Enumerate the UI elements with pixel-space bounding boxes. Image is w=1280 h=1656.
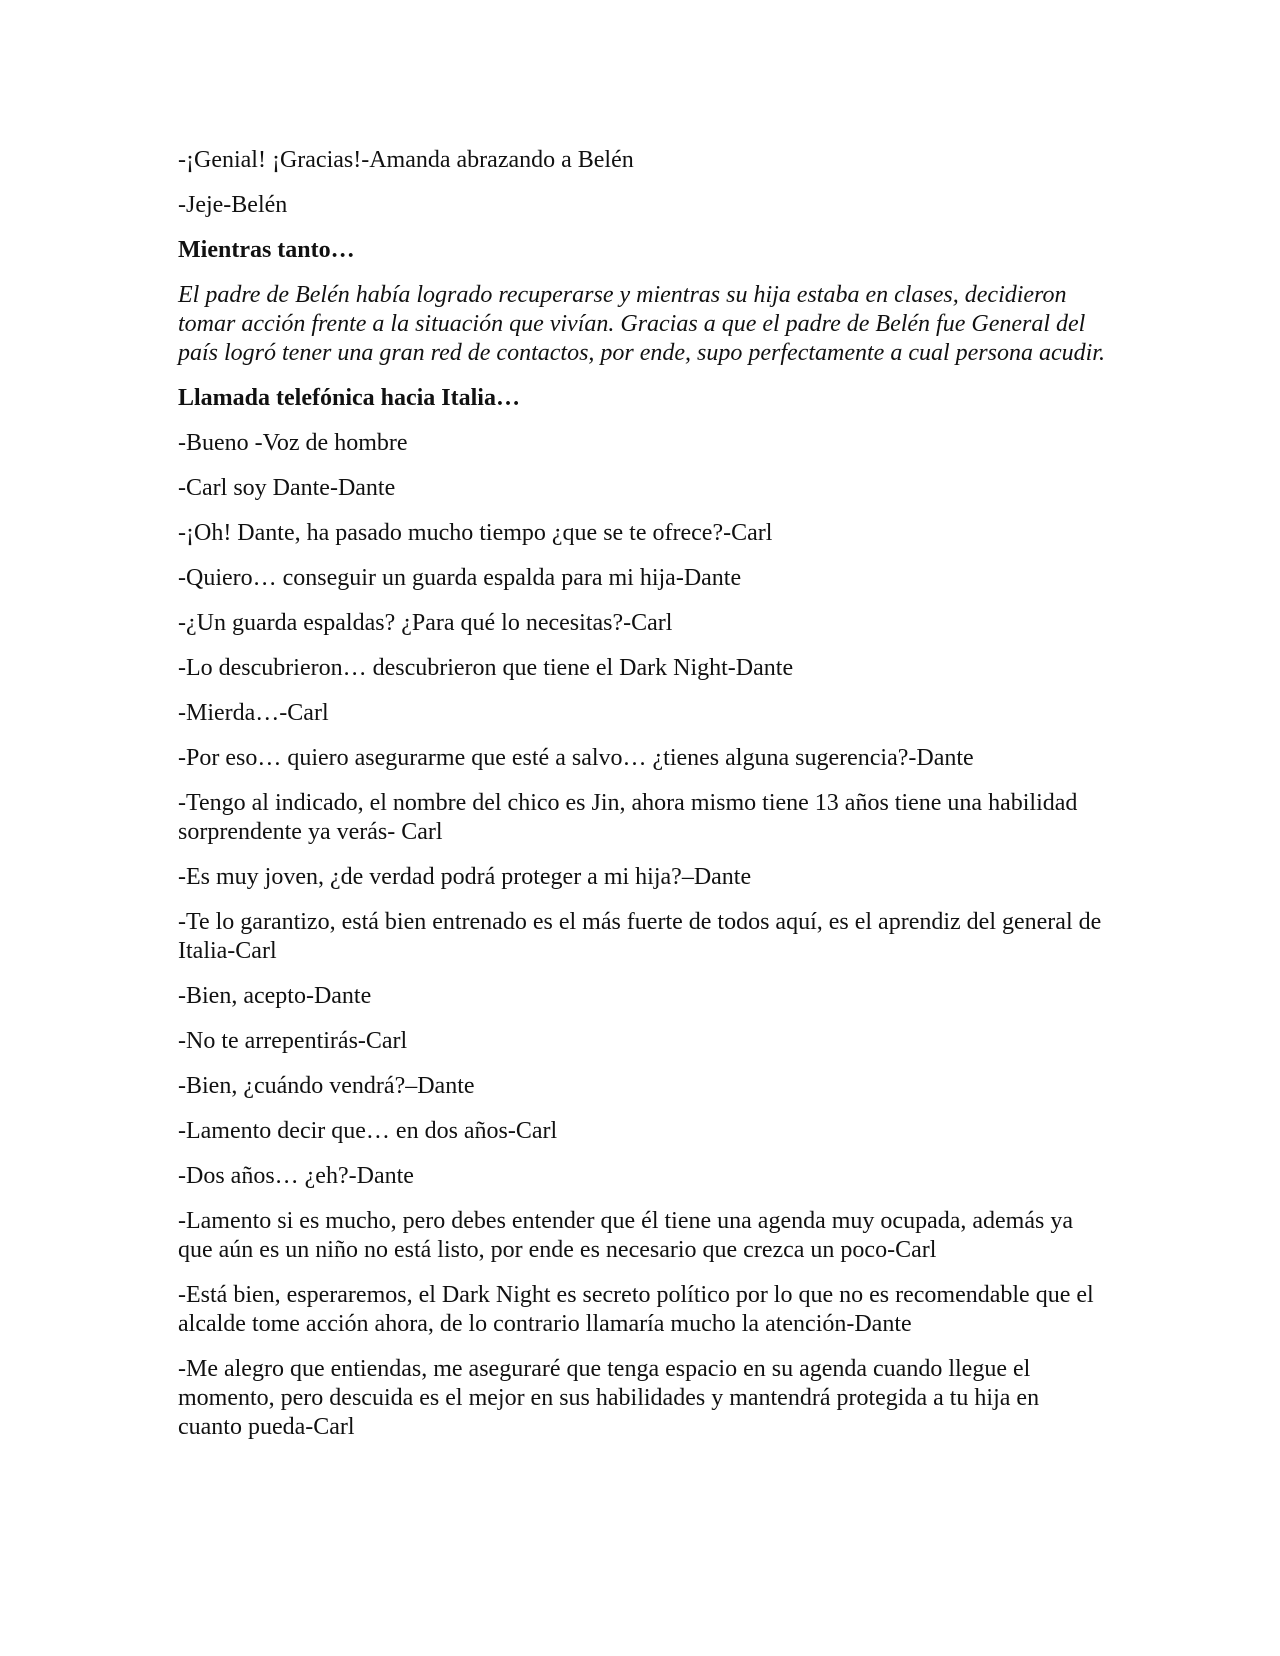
dialogue-line: -Mierda…-Carl bbox=[178, 700, 329, 726]
dialogue-line: -Bien, ¿cuándo vendrá?–Dante bbox=[178, 1073, 475, 1099]
narration-paragraph: El padre de Belén había logrado recuperarse y mientras su hija estaba en clases, decidieron tomar acción frente a la situación que vivían. Gracias a que el padre de Belén fue General del país logró tener una gran red de contactos, por ende, supo perfectamente a cual persona acudir. bbox=[178, 282, 1105, 366]
dialogue-line: -Es muy joven, ¿de verdad podrá proteger a mi hija?–Dante bbox=[178, 864, 752, 890]
dialogue-line: -Bien, acepto-Dante bbox=[178, 983, 372, 1009]
dialogue-line: -¿Un guarda espaldas? ¿Para qué lo necesitas?-Carl bbox=[178, 610, 673, 636]
dialogue-line: -¡Oh! Dante, ha pasado mucho tiempo ¿que se te ofrece?-Carl bbox=[178, 520, 773, 546]
dialogue-line: -Te lo garantizo, está bien entrenado es el más fuerte de todos aquí, es el aprendiz del general de Italia-Carl bbox=[178, 909, 1102, 964]
dialogue-line: -Lamento si es mucho, pero debes entender que él tiene una agenda muy ocupada, además ya que aún es un niño no está listo, por ende es necesario que crezca un poco-Carl bbox=[178, 1208, 1073, 1263]
dialogue-line: -No te arrepentirás-Carl bbox=[178, 1028, 408, 1054]
dialogue-line: -¡Genial! ¡Gracias!-Amanda abrazando a Belén bbox=[178, 147, 634, 173]
section-heading: Llamada telefónica hacia Italia… bbox=[178, 385, 520, 411]
dialogue-line: -Me alegro que entiendas, me aseguraré que tenga espacio en su agenda cuando llegue el momento, pero descuida es el mejor en sus habilidades y mantendrá protegida a tu hija en cuanto pueda-Carl bbox=[178, 1356, 1040, 1440]
dialogue-line: -Quiero… conseguir un guarda espalda para mi hija-Dante bbox=[178, 565, 742, 591]
dialogue-line: -Lo descubrieron… descubrieron que tiene el Dark Night-Dante bbox=[178, 655, 794, 681]
dialogue-line: -Bueno -Voz de hombre bbox=[178, 430, 408, 456]
dialogue-line: -Carl soy Dante-Dante bbox=[178, 475, 396, 501]
dialogue-line: -Dos años… ¿eh?-Dante bbox=[178, 1163, 414, 1189]
dialogue-line: -Por eso… quiero asegurarme que esté a salvo… ¿tienes alguna sugerencia?-Dante bbox=[178, 745, 974, 771]
dialogue-line: -Está bien, esperaremos, el Dark Night es secreto político por lo que no es recomendable que el alcalde tome acción ahora, de lo contrario llamaría mucho la atención-Dante bbox=[178, 1282, 1094, 1337]
document-body bbox=[178, 146, 1108, 1458]
dialogue-line: -Jeje-Belén bbox=[178, 192, 288, 218]
dialogue-line: -Lamento decir que… en dos años-Carl bbox=[178, 1118, 558, 1144]
section-heading: Mientras tanto… bbox=[178, 237, 355, 263]
dialogue-line: -Tengo al indicado, el nombre del chico es Jin, ahora mismo tiene 13 años tiene una habilidad sorprendente ya verás- Carl bbox=[178, 790, 1078, 845]
